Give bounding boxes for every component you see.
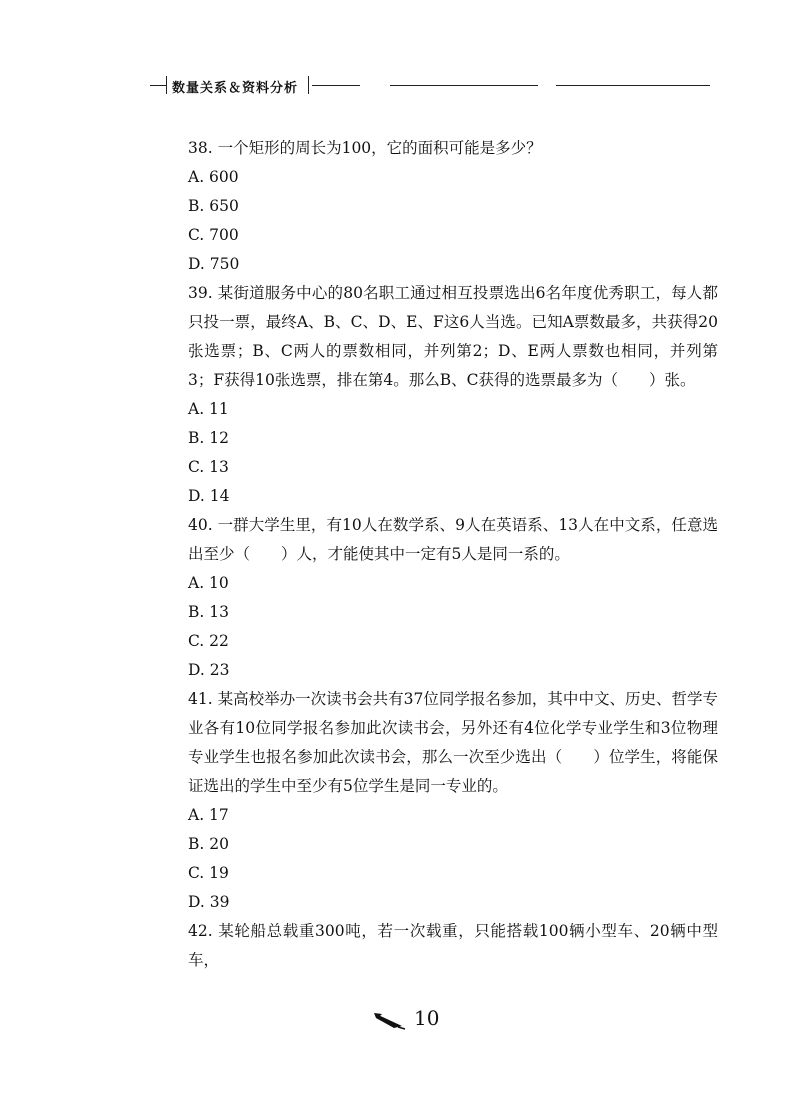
question-list xyxy=(188,134,718,975)
header-divider-left xyxy=(166,76,167,94)
question-41 xyxy=(188,685,718,917)
question-text: 42. 某轮船总载重300吨，若一次载重，只能搭载100辆小型车、20辆中型车， xyxy=(188,922,718,969)
question-38 xyxy=(188,134,718,279)
option-d: D. 750 xyxy=(188,255,240,273)
running-header xyxy=(150,74,710,98)
question-39 xyxy=(188,279,718,511)
header-divider-right xyxy=(308,76,309,94)
page-number: 10 xyxy=(414,1006,440,1030)
question-text: 40. 一群大学生里，有10人在数学系、9人在英语系、13人在中文系，任意选出至少（ ）人，才能使其中一定有5人是同一系的。 xyxy=(188,516,718,563)
option-c: C. 13 xyxy=(188,458,229,476)
header-title: 数量关系＆资料分析 xyxy=(172,81,299,96)
option-b: B. 650 xyxy=(188,197,239,215)
question-text: 39. 某街道服务中心的80名职工通过相互投票选出6名年度优秀职工，每人都只投一票，最终A、B、C、D、E、F这6人当选。已知A票数最多，共获得20张选票；B、C两人的票数相同，并列第2；D、E两人票数也相同，并列第3；F获得10张选票，排在第4。那么B、C获得的选票最多为（ ）张。 xyxy=(188,284,718,389)
option-c: C. 19 xyxy=(188,864,229,882)
option-d: D. 39 xyxy=(188,893,230,911)
header-rule-left xyxy=(150,85,166,86)
quill-pen-icon xyxy=(372,1010,406,1034)
question-40 xyxy=(188,511,718,685)
option-a: A. 600 xyxy=(188,168,239,186)
option-b: B. 20 xyxy=(188,835,229,853)
header-rule xyxy=(312,85,360,86)
header-rule xyxy=(390,85,538,86)
option-c: C. 22 xyxy=(188,632,229,650)
option-d: D. 23 xyxy=(188,661,230,679)
option-b: B. 12 xyxy=(188,429,229,447)
option-c: C. 700 xyxy=(188,226,239,244)
option-a: A. 10 xyxy=(188,574,229,592)
option-a: A. 11 xyxy=(188,400,229,418)
question-text: 38. 一个矩形的周长为100，它的面积可能是多少？ xyxy=(188,139,542,157)
option-a: A. 17 xyxy=(188,806,229,824)
question-text: 41. 某高校举办一次读书会共有37位同学报名参加，其中中文、历史、哲学专业各有10位同学报名参加此次读书会，另外还有4位化学专业学生和3位物理专业学生也报名参加此次读书会，那么一次至少选出（ ）位学生，将能保证选出的学生中至少有5位学生是同一专业的。 xyxy=(188,690,718,795)
question-42 xyxy=(188,917,718,975)
option-d: D. 14 xyxy=(188,487,230,505)
header-rule xyxy=(556,85,710,86)
option-b: B. 13 xyxy=(188,603,229,621)
page-footer xyxy=(372,1004,492,1032)
